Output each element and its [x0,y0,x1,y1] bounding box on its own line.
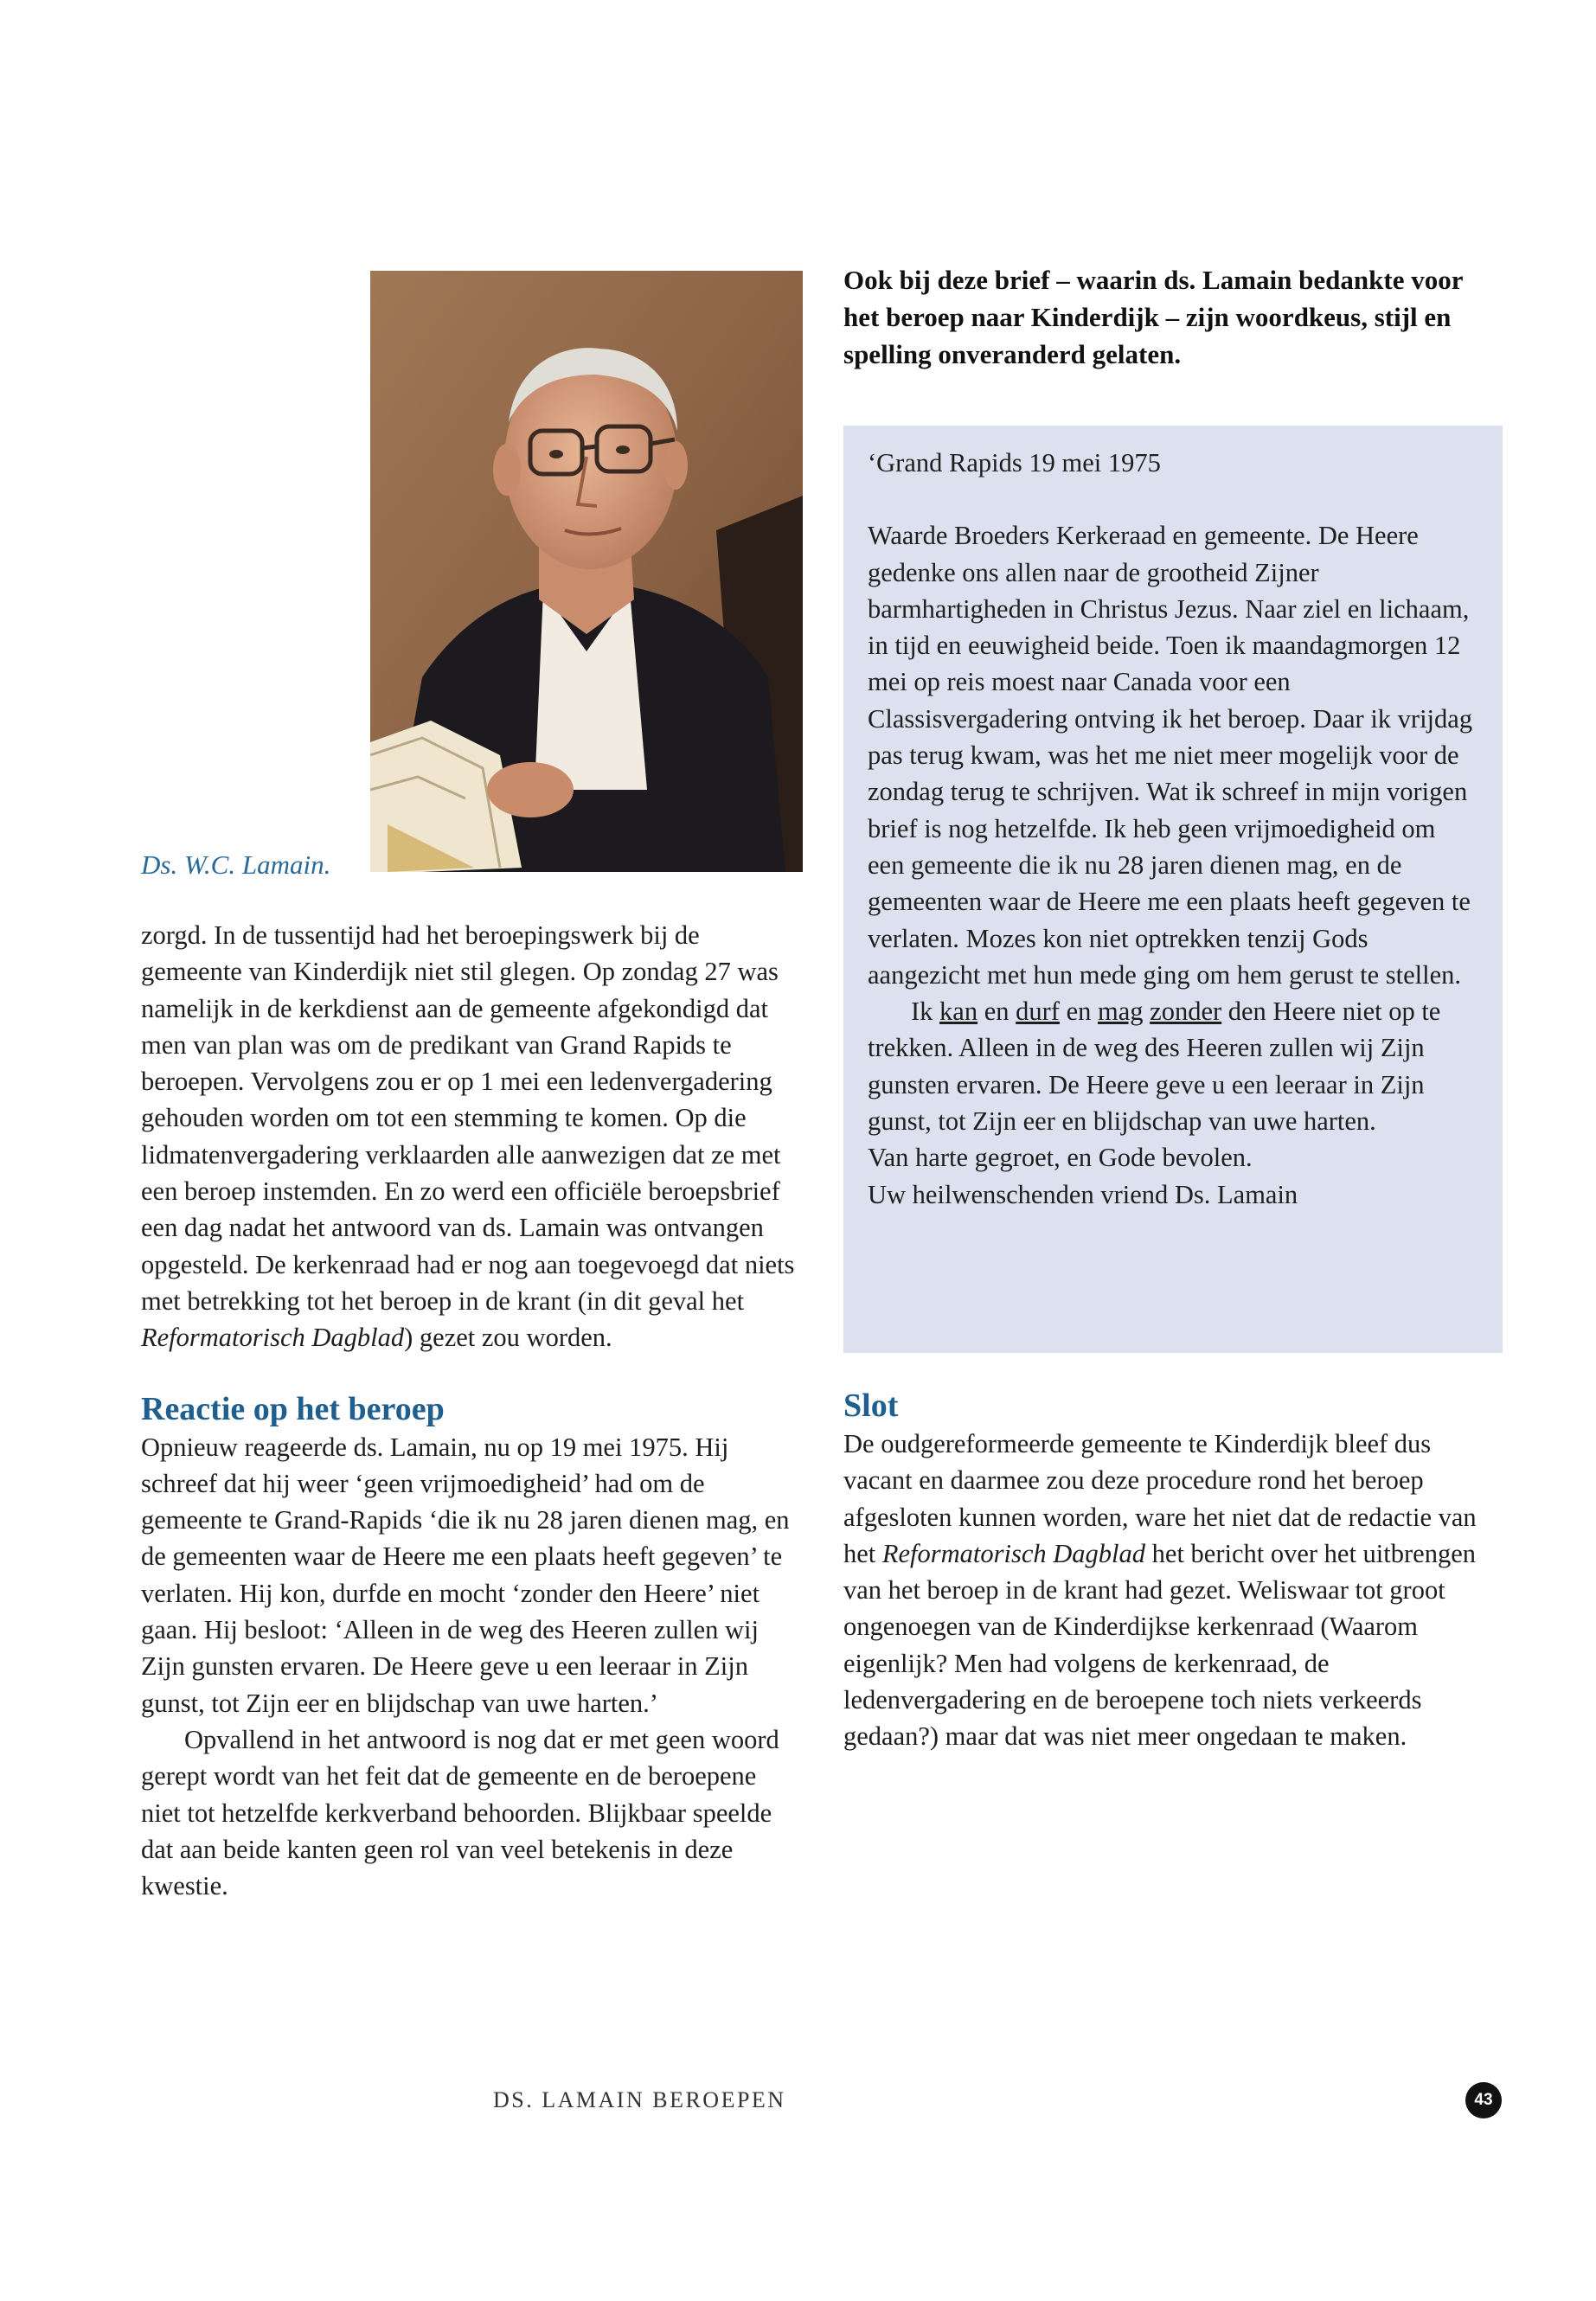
left-paragraph-2: Opnieuw reageerde ds. Lamain, nu op 19 mei 1975. Hij schreef dat hij weer ‘geen vrijmoedigheid’ had om de gemeente te Grand-Rapids ‘die ik nu 28 jaren dienen mag, en de gemeenten waar de Heere me een plaats heeft gegeven’ te verlaten. Hij kon, durfde en mocht ‘zonder den Heere’ niet gaan. Hij besloot: ‘Alleen in de weg des Heeren zullen wij Zijn gunsten ervaren. De Heere geve u een leeraar in Zijn gunst, tot Zijn eer en blijdschap van uwe harten.’ [141,1432,790,1718]
slot-p-end: het bericht over het uitbrengen van het beroep in de krant had gezet. Weliswaar tot groot ongenoegen van de Kinderdijkse kerkenraad (Waarom eigenlijk? Men had volgens de kerkenraad, de ledenvergadering en de beroepene toch niets verkeerds gedaan?) maar dat was niet meer ongedaan te maken. [843,1538,1476,1752]
section-heading-slot: Slot [843,1388,899,1424]
left-p1-text: zorgd. In de tussentijd had het beroepingswerk bij de gemeente van Kinderdijk niet stil glegen. Op zondag 27 was namelijk in de kerkdienst aan de gemeente afgekondigd dat men van plan was om de predikant van Grand Rapids te beroepen. Vervolgens zou er op 1 mei een ledenvergadering gehouden worden om tot een stemming te komen. Op die lidmatenvergadering verklaarden alle aanwezigen dat ze met een beroep instemden. En zo werd een officiële beroepsbrief een dag nadat het antwoord van ds. Lamain was ontvangen opgesteld. De kerkenraad had er nog aan toegevoegd dat niets met betrekking tot het beroep in de krant (in dit geval het [141,920,795,1316]
letter-signature: Uw heilwenschenden vriend Ds. Lamain [868,1179,1298,1209]
letter-text [868,445,1477,1213]
portrait-photo [370,271,803,872]
letter-p2-start: Ik [911,997,940,1027]
slot-paragraph [843,1426,1503,1755]
portrait-illustration [370,271,803,872]
photo-caption: Ds. W.C. Lamain. [141,849,331,880]
left-paragraph-1 [141,917,798,1356]
left-p1-italic: Reformatorisch Dagblad [141,1323,405,1353]
underlined-zonder: zonder [1150,997,1222,1027]
slot-p-start: De oudgereformeerde gemeente te Kinderdijk bleef dus vacant en daarmee zou deze procedure rond het beroep afgesloten kunnen worden, ware het niet dat de redactie van het [843,1429,1477,1568]
left-p1-end: ) gezet zou worden. [404,1323,612,1353]
letter-greeting: Van harte gegroet, en Gode bevolen. [868,1143,1253,1173]
underlined-kan: kan [939,997,978,1027]
letter-intro: Ook bij deze brief – waarin ds. Lamain bedankte voor het beroep naar Kinderdijk – zijn woordkeus, stijl en spelling onveranderd gelaten. [843,265,1463,369]
left-column [141,917,798,1904]
left-paragraph-3: Opvallend in het antwoord is nog dat er met geen woord gerept wordt van het feit dat de gemeente en de beroepene niet tot hetzelfde kerkverband behoorden. Blijkbaar speelde dat aan beide kanten geen rol van veel betekenis in deze kwestie. [141,1724,779,1901]
letter-body: Waarde Broeders Kerkeraad en gemeente. De Heere gedenke ons allen naar de grootheid Zijner barmhartigheden in Christus Jezus. Naar ziel en lichaam, in tijd en eeuwigheid beide. Toen ik maandagmorgen 12 mei op reis moest naar Canada voor een Classisvergadering ontving ik het beroep. Daar ik vrijdag pas terug kwam, was het me niet meer mogelijk voor de zondag terug te schrijven. Wat ik schreef in mijn vorigen brief is nog hetzelfde. Ik heb geen vrijmoedigheid om een gemeente die ik nu 28 jaren dienen mag, en de gemeenten waar de Heere me een plaats heeft gegeven te verlaten. Mozes kon niet optrekken tenzij Gods aangezicht met hun mede ging om hem gerust te stellen. [868,521,1473,990]
underlined-durf: durf [1016,997,1060,1027]
word-en-2: en [1059,997,1099,1027]
slot-section [843,1386,1503,1755]
letter-p2-rest: den Heere niet op te trekken. Alleen in de weg des Heeren zullen wij Zijn gunsten ervaren. De Heere geve u een leeraar in Zijn gunst, tot Zijn eer en blijdschap van uwe harten. [868,997,1441,1137]
word-en-1: en [977,997,1016,1027]
underlined-mag: mag [1098,997,1144,1027]
running-title: DS. LAMAIN BEROEPEN [493,2087,786,2112]
page-number: 43 [1465,2082,1502,2118]
section-heading-reactie: Reactie op het beroep [141,1390,445,1427]
slot-p-italic: Reformatorisch Dagblad [881,1538,1146,1568]
letter-paragraph-2 [868,993,1477,1139]
space [1144,997,1151,1026]
letter-date: ‘Grand Rapids 19 mei 1975 [868,448,1161,478]
letter-box [843,426,1503,1353]
